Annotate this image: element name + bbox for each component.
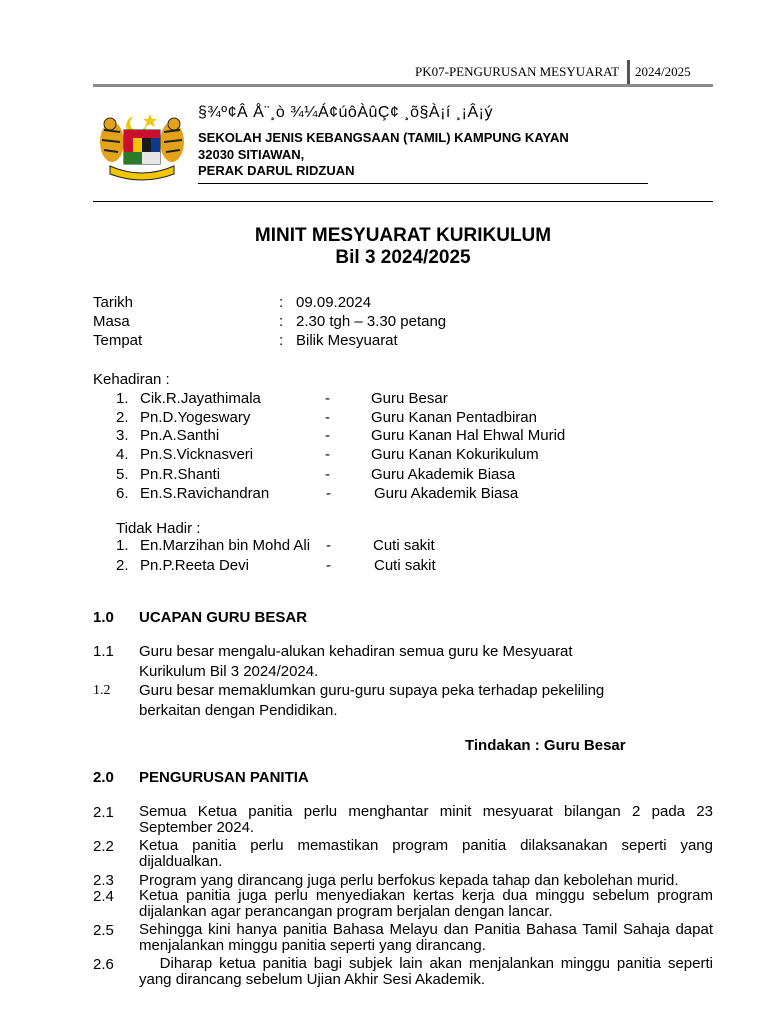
date-label: Tarikh <box>93 294 134 311</box>
meeting-number: Bil 3 2024/2025 <box>335 247 471 268</box>
absentee-reason: Cuti sakit <box>373 537 435 554</box>
school-name-tamil: §¾º¢Â Å¨¸ò ¾¼Á¢úôÀûÇ¢ ¸õ§À¡í ¸¡Â¡ý <box>198 104 493 121</box>
item-number: 1.1 <box>93 643 114 660</box>
action-note: Tindakan : Guru Besar <box>465 737 626 754</box>
attendee-dash: - <box>325 409 330 426</box>
attendee-number: 4. <box>116 446 129 463</box>
item-text: Ketua panitia juga perlu menyediakan kertas kerja dua minggu sebelum program dijalankan agar perancangan program berjalan dengan lancar. <box>139 887 713 920</box>
absentee-number: 2. <box>116 557 129 574</box>
school-crest-logo <box>96 110 188 182</box>
header-divider <box>627 60 630 86</box>
date-colon: : <box>279 294 284 311</box>
attendee-number: 6. <box>116 485 129 502</box>
document-code: PK07-PENGURUSAN MESYUARAT <box>415 64 620 79</box>
document-title: MINIT MESYUARAT KURIKULUM <box>254 225 552 246</box>
attendee-dash: - <box>325 466 330 483</box>
item-text: Ketua panitia perlu memastikan program panitia dilaksanakan seperti yang dijaldualkan. <box>139 837 713 870</box>
absentee-number: 1. <box>116 537 129 554</box>
date-value: 09.09.2024 <box>296 294 372 311</box>
item-text: Diharap ketua panitia bagi subjek lain akan menjalankan minggu panitia seperti yang dirancang sebelum Ujian Akhir Sesi Akademik. <box>139 955 718 988</box>
item-number: 2.5 <box>93 922 114 939</box>
absentee-name: En.Marzihan bin Mohd Ali <box>140 537 311 554</box>
section-heading: UCAPAN GURU BESAR <box>139 609 308 626</box>
school-name: SEKOLAH JENIS KEBANGSAAN (TAMIL) KAMPUNG KAYAN <box>198 130 569 145</box>
item-text: Sehingga kini hanya panitia Bahasa Melayu dan Panitia Bahasa Tamil Sahaja dapat menjalankan minggu panitia seperti yang dirancang. <box>139 921 713 954</box>
attendance-heading: Kehadiran : <box>93 371 170 388</box>
absent-heading: Tidak Hadir : <box>116 520 201 537</box>
item-text-continued: Kurikulum Bil 3 2024/2024. <box>139 663 319 680</box>
header-rule <box>93 84 713 87</box>
attendee-name: Cik.R.Jayathimala <box>140 390 261 407</box>
attendee-name: Pn.A.Santhi <box>140 427 220 444</box>
absentee-reason: Cuti sakit <box>374 557 436 574</box>
attendee-role: Guru Besar <box>371 390 448 407</box>
item-text: Guru besar memaklumkan guru-guru supaya peka terhadap pekeliling <box>139 682 605 699</box>
time-colon: : <box>279 313 284 330</box>
venue-label: Tempat <box>93 332 143 349</box>
section-heading: PENGURUSAN PANITIA <box>139 769 309 786</box>
item-text: Guru besar mengalu-alukan kehadiran semua guru ke Mesyuarat <box>139 643 573 660</box>
school-info-underline <box>198 183 648 184</box>
absentee-dash: - <box>326 557 331 574</box>
session-year: 2024/2025 <box>635 64 691 79</box>
attendee-dash: - <box>325 390 330 407</box>
item-number: 2.4 <box>93 888 114 905</box>
section-number: 2.0 <box>93 769 114 786</box>
school-address-line2: PERAK DARUL RIDZUAN <box>198 163 355 178</box>
item-number: 2.1 <box>93 804 114 821</box>
attendee-name: Pn.D.Yogeswary <box>140 409 251 426</box>
attendee-role: Guru Akademik Biasa <box>374 485 519 502</box>
attendee-dash: - <box>325 427 330 444</box>
attendee-number: 5. <box>116 466 129 483</box>
absentee-name: Pn.P.Reeta Devi <box>140 557 249 574</box>
attendee-name: Pn.R.Shanti <box>140 466 221 483</box>
item-number: 2.2 <box>93 838 114 855</box>
attendee-number: 2. <box>116 409 129 426</box>
venue-colon: : <box>279 332 284 349</box>
item-text: Semua Ketua panitia perlu menghantar minit mesyuarat bilangan 2 pada 23 September 2024. <box>139 803 713 836</box>
item-number: 2.3 <box>93 872 114 889</box>
item-text: Program yang dirancang juga perlu berfokus kepada tahap dan kebolehan murid. <box>139 872 679 889</box>
attendee-role: Guru Kanan Pentadbiran <box>371 409 537 426</box>
attendee-name: En.S.Ravichandran <box>140 485 270 502</box>
attendee-role: Guru Akademik Biasa <box>371 466 516 483</box>
letterhead-rule <box>93 201 713 202</box>
attendee-number: 3. <box>116 427 129 444</box>
time-value: 2.30 tgh – 3.30 petang <box>296 313 447 330</box>
time-label: Masa <box>93 313 130 330</box>
item-text-continued: berkaitan dengan Pendidikan. <box>139 702 338 719</box>
attendee-name: Pn.S.Vicknasveri <box>140 446 254 463</box>
venue-value: Bilik Mesyuarat <box>296 332 398 349</box>
item-number: 1.2 <box>93 683 111 698</box>
attendee-number: 1. <box>116 390 129 407</box>
attendee-role: Guru Kanan Hal Ehwal Murid <box>371 427 566 444</box>
absentee-dash: - <box>326 537 331 554</box>
item-number: 2.6 <box>93 956 114 973</box>
section-number: 1.0 <box>93 609 114 626</box>
attendee-role: Guru Kanan Kokurikulum <box>371 446 539 463</box>
attendee-dash: - <box>325 446 330 463</box>
school-address-line1: 32030 SITIAWAN, <box>198 147 305 162</box>
attendee-dash: - <box>326 485 331 502</box>
